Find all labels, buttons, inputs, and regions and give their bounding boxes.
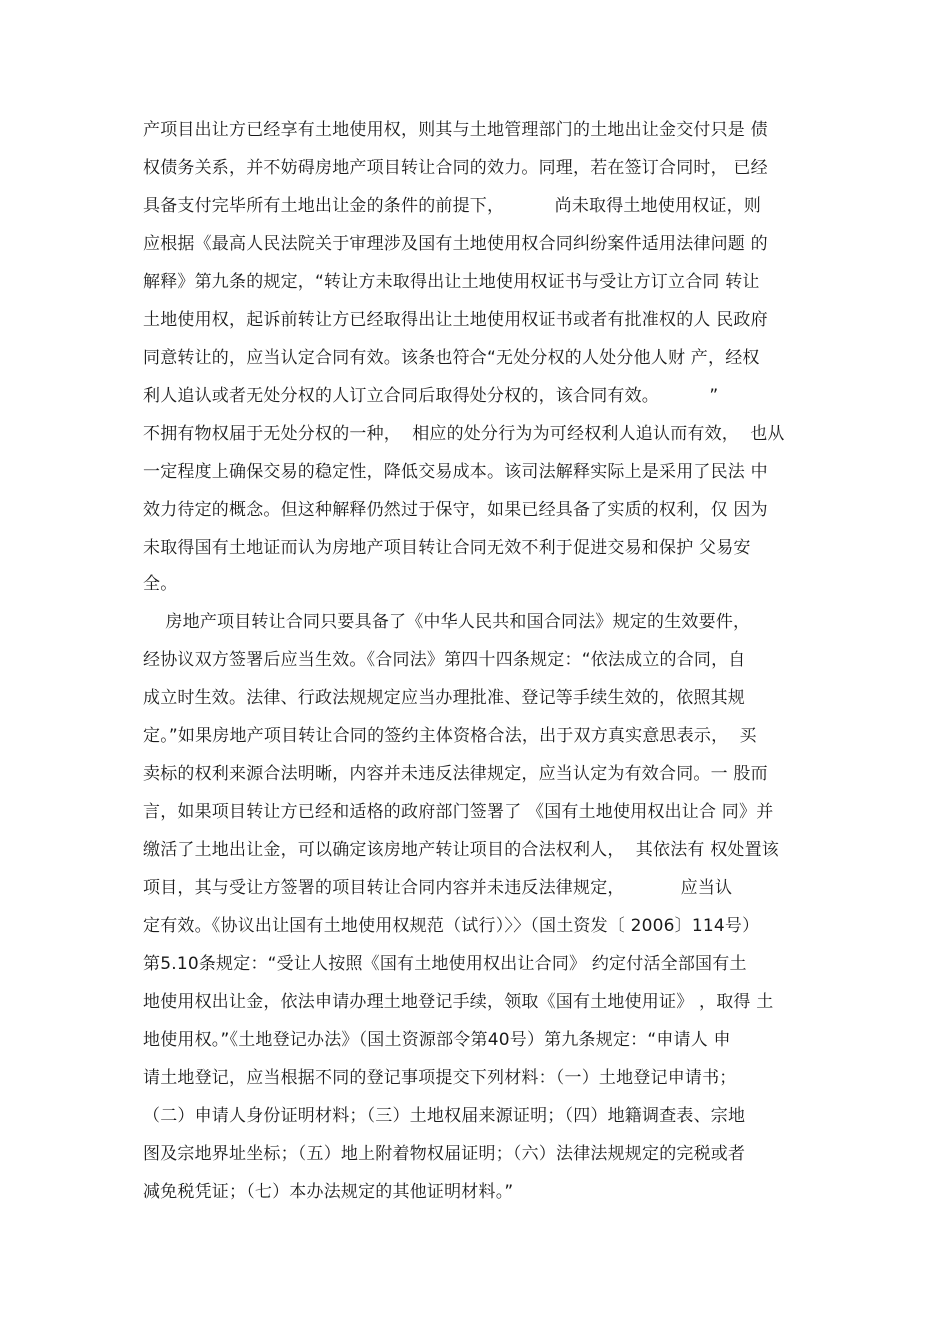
text-line: 缴活了土地出让金，可以确定该房地产转让项目的合法权利人， 其依法有 权处置该	[143, 840, 780, 860]
text-line: 项目，其与受让方签署的项目转让合同内容并未违反法律规定， 应当认	[143, 878, 733, 898]
text-line: 利人追认或者无处分权的人订立合同后取得处分权的，该合同有效。 ”	[143, 386, 719, 406]
text-line: 言，如果项目转让方已经和适格的政府部门签署了 《国有土地使用权出让合 同》并	[143, 802, 774, 822]
text-line: 土地使用权，起诉前转让方已经取得出让土地使用权证书或者有批准权的人 民政府	[143, 310, 768, 330]
text-line: 效力待定的概念。但这种解释仍然过于保守，如果已经具备了实质的权利，仅 因为	[143, 500, 768, 520]
text-line: 图及宗地界址坐标；（五）地上附着物权届证明；（六）法律法规规定的完税或者	[143, 1144, 746, 1164]
text-line: 地使用权出让金，依法申请办理土地登记手续，领取《国有土地使用证》 ，取得 土	[143, 992, 774, 1012]
text-line: 未取得国有土地证而认为房地产项目转让合同无效不利于促进交易和保护 父易安	[143, 538, 751, 558]
text-line: 定有效。《协议出让国有土地使用权规范（试行）〉〉（国土资发〔 2006〕114号）	[143, 916, 760, 936]
text-line: 请土地登记，应当根据不同的登记事项提交下列材料：（一）土地登记申请书；	[143, 1068, 737, 1088]
text-line: 权债务关系，并不妨碍房地产项目转让合同的效力。同理，若在签订合同时， 已经	[143, 158, 768, 178]
text-line: 同意转让的，应当认定合同有效。该条也符合“无处分权的人处分他人财 产，经权	[143, 348, 760, 368]
text-line: 经协议双方签署后应当生效。《合同法》第四十四条规定：“依法成立的合同，自	[143, 650, 746, 670]
text-line: 解释》第九条的规定，“转让方未取得出让土地使用权证书与受让方订立合同 转让	[143, 272, 760, 292]
text-line: 不拥有物权届于无处分权的一种， 相应的处分行为为可经权利人追认而有效， 也从	[143, 424, 785, 444]
text-line: 卖标的权利来源合法明晰，内容并未违反法律规定，应当认定为有效合同。一 股而	[143, 764, 768, 784]
text-line: 地使用权。”《土地登记办法》（国土资源部令第40号）第九条规定：“申请人 申	[143, 1030, 731, 1050]
text-line: 第5.10条规定：“受让人按照《国有土地使用权出让合同》 约定付活全部国有土	[143, 954, 747, 974]
text-line: 具备支付完毕所有土地出让金的条件的前提下， 尚未取得土地使用权证，则	[143, 196, 762, 216]
text-line: 应根据《最高人民法院关于审理涉及国有土地使用权合同纠纷案件适用法律问题 的	[143, 234, 768, 254]
text-line: 全。	[143, 574, 178, 594]
text-line: 减免税凭证；（七）本办法规定的其他证明材料。”	[143, 1182, 514, 1202]
text-line: 一定程度上确保交易的稳定性，降低交易成本。该司法解释实际上是采用了民法 中	[143, 462, 768, 482]
text-line: 产项目出让方已经享有土地使用权，则其与土地管理部门的土地出让金交付只是 债	[143, 120, 768, 140]
text-line: （二）申请人身份证明材料；（三）土地权届来源证明；（四）地籍调查表、宗地	[143, 1106, 746, 1126]
text-line: 房地产项目转让合同只要具备了《中华人民共和国合同法》规定的生效要件，	[143, 612, 751, 632]
text-line: 成立时生效。法律、行政法规规定应当办理批准、登记等手续生效的，依照其规	[143, 688, 745, 708]
text-line: 定。”如果房地产项目转让合同的签约主体资格合法，出于双方真实意思表示， 买	[143, 726, 757, 746]
